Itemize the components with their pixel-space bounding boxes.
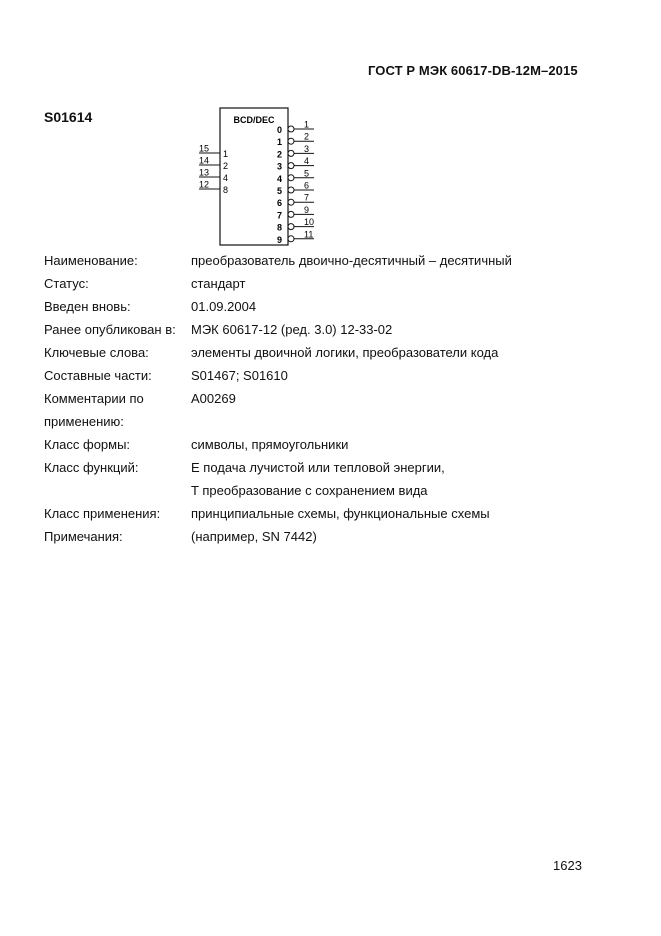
- input-weight-label: 8: [223, 185, 229, 195]
- field-value: S01467; S01610: [191, 368, 288, 383]
- field-label: Комментарии по применению:: [44, 391, 144, 429]
- output-label: 3: [276, 161, 282, 172]
- output-pin-number: 6: [304, 180, 310, 191]
- output-label: 0: [276, 125, 282, 135]
- field-value: (например, SN 7442): [191, 529, 317, 544]
- negation-circle: [288, 224, 294, 230]
- output-pin-number: 7: [304, 192, 310, 203]
- output-label: 9: [276, 234, 282, 245]
- field-row: [44, 387, 604, 433]
- field-label: Ключевые слова:: [44, 345, 149, 360]
- field-row: [44, 272, 604, 295]
- field-label: Составные части:: [44, 368, 152, 383]
- field-row: [44, 502, 604, 525]
- field-row: [44, 341, 604, 364]
- symbol-title: BCD/DEC: [233, 115, 275, 125]
- input-weight-label: 2: [223, 161, 229, 171]
- output-pin-number: 1: [304, 119, 310, 130]
- negation-circle: [288, 126, 294, 132]
- field-row: [44, 249, 604, 272]
- input-pin-number: 15: [199, 143, 210, 154]
- input-pin-number: 13: [199, 167, 210, 178]
- field-label: Ранее опубликован в:: [44, 322, 176, 337]
- output-label: 8: [276, 222, 282, 233]
- page-number: 1623: [553, 858, 582, 873]
- negation-circle: [288, 211, 294, 217]
- field-value: принципиальные схемы, функциональные схемы: [191, 506, 490, 521]
- field-value: преобразователь двоично-десятичный – десятичный: [191, 253, 512, 268]
- input-pin-number: 12: [199, 179, 210, 190]
- field-label: Статус:: [44, 276, 89, 291]
- field-row: [44, 364, 604, 387]
- field-label: Класс применения:: [44, 506, 161, 521]
- output-pin-number: 3: [304, 143, 310, 154]
- field-value: T преобразование с сохранением вида: [191, 483, 428, 498]
- negation-circle: [288, 187, 294, 193]
- field-row: [44, 433, 604, 456]
- field-value: 01.09.2004: [191, 299, 257, 314]
- output-pin-number: 2: [304, 131, 310, 142]
- input-weight-label: 4: [223, 173, 229, 183]
- field-row: [44, 525, 604, 548]
- field-label: Наименование:: [44, 253, 138, 268]
- field-label: Класс функций:: [44, 460, 139, 475]
- field-value: элементы двоичной логики, преобразователи кода: [191, 345, 499, 360]
- output-label: 6: [276, 198, 282, 209]
- field-label: Введен вновь:: [44, 299, 131, 314]
- field-label: Класс формы:: [44, 437, 131, 452]
- output-pin-number: 9: [304, 204, 310, 215]
- field-value: МЭК 60617-12 (ред. 3.0) 12-33-02: [191, 322, 393, 337]
- negation-circle: [288, 163, 294, 169]
- output-pin-number: 4: [304, 156, 310, 167]
- input-pin-number: 14: [199, 155, 210, 166]
- field-value: символы, прямоугольники: [191, 437, 349, 452]
- output-label: 5: [276, 186, 282, 196]
- output-pin-number: 10: [304, 217, 315, 228]
- negation-circle: [288, 175, 294, 181]
- symbol-code: S01614: [44, 109, 93, 125]
- negation-circle: [288, 199, 294, 205]
- input-weight-label: 1: [223, 149, 229, 159]
- negation-circle: [288, 236, 294, 242]
- bcd-dec-decoder-symbol: [190, 106, 330, 248]
- field-value: стандарт: [191, 276, 246, 291]
- output-label: 2: [276, 149, 282, 160]
- field-row: [44, 456, 604, 502]
- output-pin-number: 11: [304, 229, 314, 240]
- field-value: A00269: [191, 391, 236, 406]
- field-row: [44, 295, 604, 318]
- field-value: E подача лучистой или тепловой энергии,: [191, 460, 445, 475]
- output-pin-number: 5: [304, 168, 310, 179]
- output-label: 4: [276, 173, 282, 184]
- negation-circle: [288, 150, 294, 156]
- attribute-list: [44, 249, 604, 548]
- output-label: 1: [276, 137, 282, 148]
- negation-circle: [288, 138, 294, 144]
- field-label: Примечания:: [44, 529, 123, 544]
- document-header: ГОСТ Р МЭК 60617-DB-12M–2015: [368, 63, 578, 78]
- field-row: [44, 318, 604, 341]
- output-label: 7: [276, 210, 282, 221]
